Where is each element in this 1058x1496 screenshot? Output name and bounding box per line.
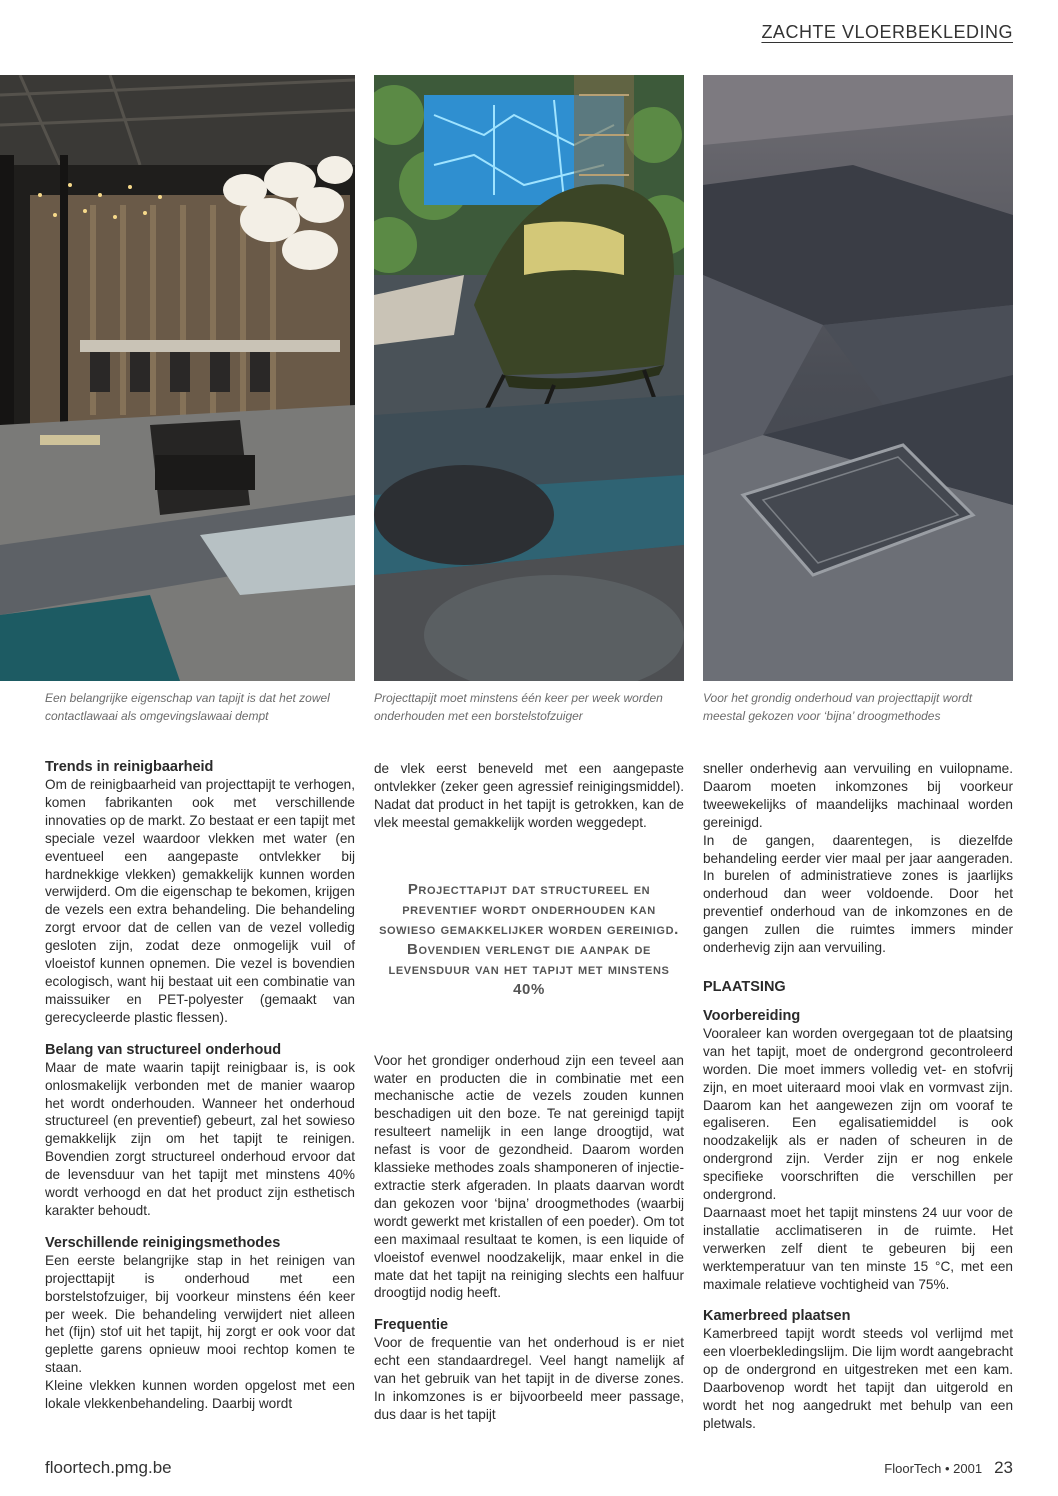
subheading-trends: Trends in reinigbaarheid [45, 759, 214, 775]
article-column-3 [703, 760, 1013, 1433]
photo-caption-3: Voor het grondig onderhoud van projecttapijt wordt meestal gekozen voor ‘bijna’ droogmethodes [703, 691, 973, 723]
subheading-frequentie: Frequentie [374, 1317, 449, 1334]
carpet-tiles-photo [703, 75, 1013, 681]
pull-quote: Projecttapijt dat structureel en preventief wordt onderhouden kan sowieso gemakkelijker worden gereinigd. Bovendien verlengt die aanpak de levensduur van het tapijt met minstens 40% [379, 880, 679, 998]
article-column-2 [374, 760, 684, 1424]
paragraph: Kamerbreed tapijt wordt steeds vol verlijmd met een vloerbekledingslijm. Die lijm wordt aangebracht op de ondergrond en uitgestreken met een kam. Daarbovenop wordt het tapijt dan uitgerold en wordt het nog aangedrukt met behulp van een pletwals. [703, 1326, 1013, 1431]
footer-website[interactable]: floortech.pmg.be [45, 1458, 172, 1477]
paragraph: Vooraleer kan worden overgegaan tot de plaatsing van het tapijt, moet de ondergrond gecontroleerd worden. Die moet immers volledig vet- en stofvrij zijn, en moet uiteraard mooi vlak en vormvast zijn. Daarom kan het aangewezen zijn om vooraf te egaliseren. Een egalisatiemiddel is ook noodzakelijk als er naden of scheuren in de ondergrond zijn. Verder zijn er nog enkele specifieke voorschriften die verschillen per ondergrond. [703, 1025, 1013, 1203]
section-label: ZACHTE VLOERBEKLEDING [761, 22, 1013, 42]
photo-caption-1: Een belangrijke eigenschap van tapijt is dat het zowel contactlawaai als omgevingslawaai dempt [45, 691, 330, 723]
subheading-voorbereiding: Voorbereiding [703, 1007, 801, 1024]
paragraph: Om de reinigbaarheid van projecttapijt te verhogen, komen fabrikanten ook met verschillende innovaties op de markt. Zo bestaat er een tapijt met speciale vezel waardoor vlekken met water (en eventueel een aangepaste ontvlekker bij hardnekkige vlekken) gemakkelijk kunnen worden verwijderd. Om die eigenschap te bekomen, krijgen de vezels een extra behandeling. Die behandeling zorgt ervoor dat de cellen van de vezel volledig gesloten zijn, zodat deze onmogelijk vuil of vloeistof kunnen opnemen. Die vezel is bovendien ecologisch, want hij bestaat uit een combinatie van maissuiker en PET-polyester (gemaakt van gerecycleerde plastic flessen). [45, 777, 355, 1025]
lounge-chair-photo [374, 75, 684, 681]
subheading-structureel-onderhoud: Belang van structureel onderhoud [45, 1041, 282, 1058]
paragraph: Maar de mate waarin tapijt reinigbaar is, is ook onlosmakelijk verbonden met de manier waarop het wordt onderhouden. Wanneer het onderhoud structureel (en preventief) gebeurt, zal het sowieso gemakkelijk zijn om het tapijt te reinigen. Bovendien zorgt structureel onderhoud ervoor dat de levensduur van het tapijt met minstens 40% wordt verhoogd en dat het product zijn esthetisch karakter behoudt. [45, 1059, 355, 1218]
subheading-kamerbreed: Kamerbreed plaatsen [703, 1308, 851, 1325]
issue-label: FloorTech • 2001 [884, 1461, 983, 1476]
paragraph: sneller onderhevig aan vervuiling en vuilopname. Daarom moeten inkomzones bij voorkeur tweewekelijks of maandelijks machinaal worden gereinigd. [703, 761, 1013, 830]
article-column-1 [45, 758, 355, 1413]
paragraph: Daarnaast moet het tapijt minstens 24 uur voor de installatie acclimatiseren in de ruimte. Het verwerken zelf dient te gebeuren bij een werktemperatuur van ten minste 15 °C, met een maximale relatieve vochtigheid van 75%. [703, 1204, 1013, 1292]
paragraph: de vlek eerst beneveld met een aangepaste ontvlekker (zeker geen agressief reinigingsmiddel). Nadat dat product in het tapijt is getrokken, kan de vlek meestal gemakkelijk worden weggedept. [374, 761, 684, 830]
paragraph: In de gangen, daarentegen, is diezelfde behandeling eerder vier maal per jaar aangeraden. In burelen of administratieve zones is jaarlijks onderhoud dan weer voldoende. Door het preventief onderhoud van de inkomzones en de gangen zullen die ruimtes immers minder onderhevig zijn aan vervuiling. [703, 832, 1013, 956]
footer-issue-info [884, 1458, 1013, 1478]
paragraph: Een eerste belangrijke stap in het reinigen van projecttapijt is onderhoud met een borstelstofzuiger, bij voorkeur minstens één keer per week. Die behandeling verwijdert niet alleen het (fijn) stof uit het tapijt, hij zorgt er ook voor dat geplette garens opnieuw mooi rechtop komen te staan. [45, 1252, 355, 1376]
subheading-reinigingsmethodes: Verschillende reinigingsmethodes [45, 1234, 281, 1251]
section-heading-plaatsing: PLAATSING [703, 978, 786, 995]
paragraph: Kleine vlekken kunnen worden opgelost met een lokale vlekkenbehandeling. Daarbij wordt [45, 1378, 355, 1412]
page-number: 23 [994, 1458, 1013, 1477]
paragraph: Voor de frequentie van het onderhoud is er niet echt een standaardregel. Veel hangt namelijk af van het gebruik van het tapijt in de diverse zones. In inkomzones is er bijvoorbeeld meer passage, dus daar is het tapijt [374, 1335, 684, 1422]
paragraph: Voor het grondiger onderhoud zijn een teveel aan water en producten die in combinatie met een mechanische actie de vezels zouden kunnen beschadigen uit den boze. Te nat gereinigd tapijt resulteert namelijk in een lange droogtijd, wat nefast is voor de gezondheid. Daarom worden klassieke methodes zoals shamponeren of injectie-extractie sterk afgeraden. In plaats daarvan wordt dan gekozen voor ‘bijna’ droogmethodes (waarbij wordt gewerkt met kristallen of een poeder). Om tot een maximaal resultaat te komen, is een liquide of vloeistof evenwel noodzakelijk, maar enkel in die mate dat het tapijt na reiniging slechts een halfuur droogtijd nodig heeft. [374, 1052, 684, 1301]
office-carpet-photo [0, 75, 355, 681]
photo-caption-2: Projecttapijt moet minstens één keer per week worden onderhouden met een borstelstofzuiger [374, 691, 663, 723]
